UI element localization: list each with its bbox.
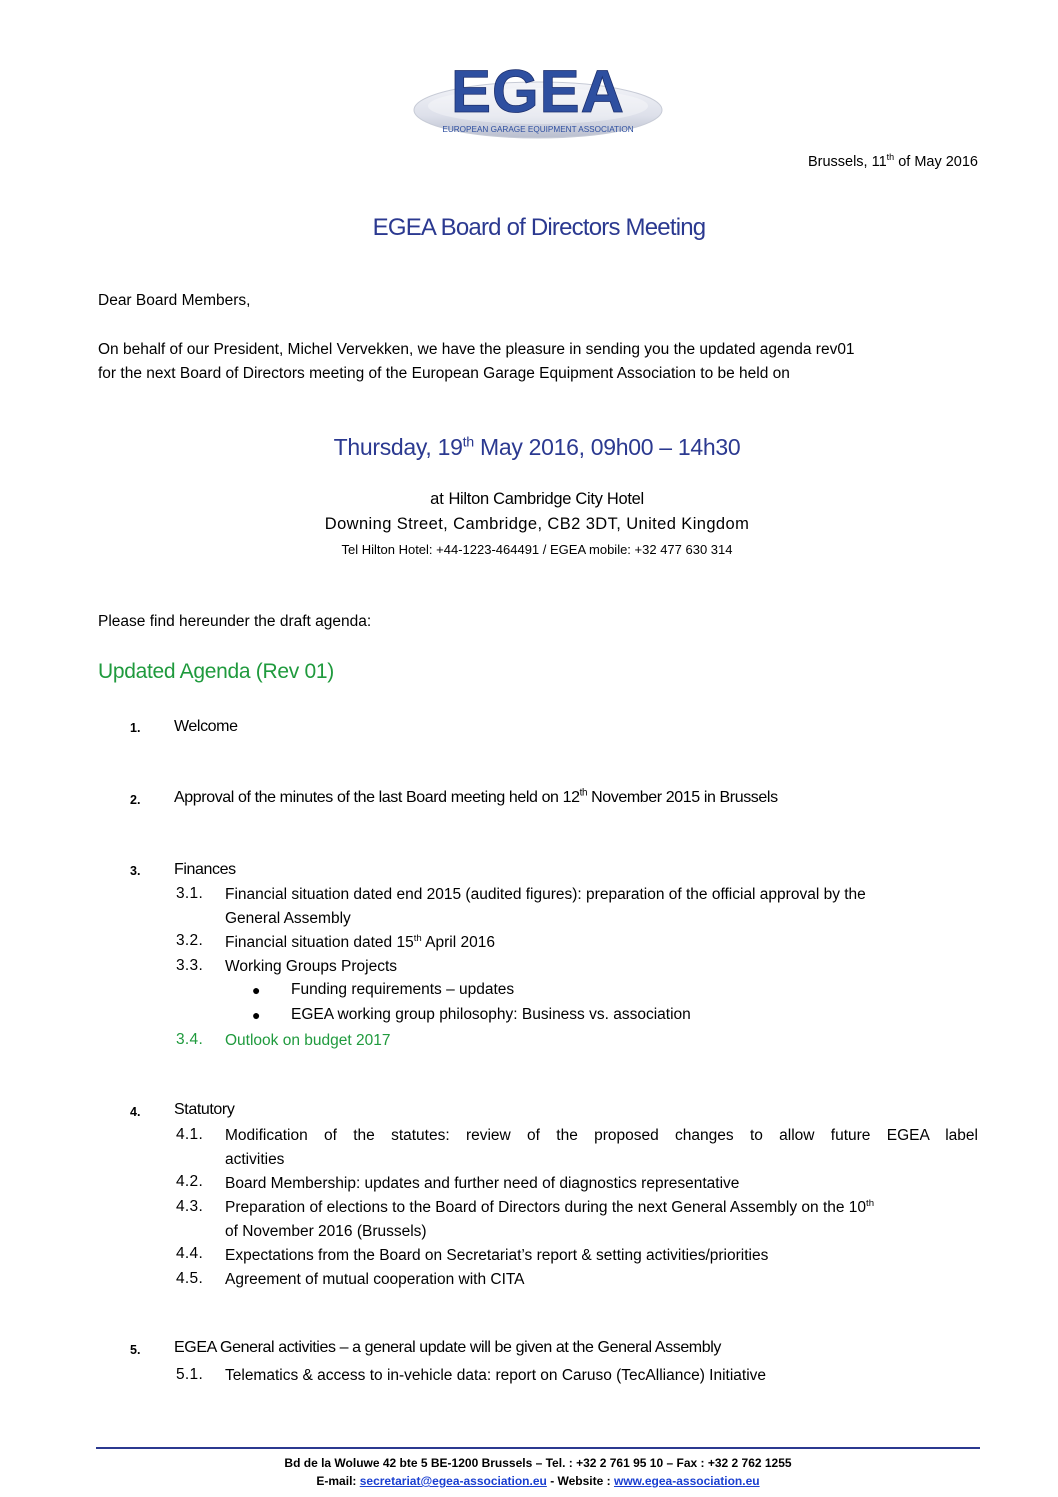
agenda-num-5: 5. <box>130 1343 141 1357</box>
subitem-num-3-4: 3.4. <box>176 1031 204 1048</box>
salutation: Dear Board Members, <box>98 292 251 309</box>
subitem-4-3-line-2: of November 2016 (Brussels) <box>225 1223 427 1240</box>
subitem-num-4-3: 4.3. <box>176 1198 204 1215</box>
agenda-num-2: 2. <box>130 793 141 807</box>
subitem-4-5: Agreement of mutual cooperation with CITA <box>225 1271 525 1288</box>
subitem-4-1-line-1: Modification of the statutes: review of the proposed changes to allow future EGEA label <box>225 1127 978 1144</box>
subitem-num-3-2: 3.2. <box>176 932 204 949</box>
subitem-3-2: Financial situation dated 15th April 2016 <box>225 932 495 951</box>
footer-contact: E-mail: secretariat@egea-association.eu - Website : www.egea-association.eu <box>316 1474 760 1488</box>
subitem-num-4-5: 4.5. <box>176 1270 204 1287</box>
agenda-item-5: EGEA General activities – a general update will be given at the General Assembly <box>174 1339 721 1356</box>
subitem-num-5-1: 5.1. <box>176 1366 204 1383</box>
egea-logo <box>412 52 664 140</box>
subitem-num-4-1: 4.1. <box>176 1126 204 1143</box>
letter-date: Brussels, 11th of May 2016 <box>807 152 978 170</box>
intro-line-1: On behalf of our President, Michel Vervekken, we have the pleasure in sending you the updated agenda rev01 <box>98 341 855 358</box>
subitem-4-2: Board Membership: updates and further need of diagnostics representative <box>225 1175 740 1192</box>
agenda-num-3: 3. <box>130 864 141 878</box>
agenda-item-3: Finances <box>174 861 236 878</box>
subitem-num-3-3: 3.3. <box>176 957 204 974</box>
bullet-icon: ● <box>252 982 261 998</box>
agenda-item-1: Welcome <box>174 718 238 735</box>
agenda-num-1: 1. <box>130 721 141 735</box>
website-link[interactable]: www.egea-association.eu <box>613 1474 760 1488</box>
subitem-4-3-line-1: Preparation of elections to the Board of Directors during the next General Assembly on the 10th <box>225 1197 875 1216</box>
subitem-num-4-4: 4.4. <box>176 1245 204 1262</box>
subitem-3-1-line-2: General Assembly <box>225 910 351 927</box>
svg-text:EUROPEAN GARAGE EQUIPMENT ASSO: EUROPEAN GARAGE EQUIPMENT ASSOCIATION <box>442 125 634 134</box>
subitem-3-3: Working Groups Projects <box>225 958 397 975</box>
meeting-phones: Tel Hilton Hotel: +44-1223-464491 / EGEA mobile: +32 477 630 314 <box>341 542 733 557</box>
subitem-num-3-1: 3.1. <box>176 885 204 902</box>
subitem-4-4: Expectations from the Board on Secretariat’s report & setting activities/priorities <box>225 1247 769 1264</box>
bullet-icon: ● <box>252 1007 261 1023</box>
meeting-venue: at Hilton Cambridge City Hotel <box>430 490 644 508</box>
page-title: EGEA Board of Directors Meeting <box>372 214 706 241</box>
agenda-item-2: Approval of the minutes of the last Board meeting held on 12th November 2015 in Brussels <box>174 787 778 806</box>
meeting-address: Downing Street, Cambridge, CB2 3DT, United Kingdom <box>324 515 750 533</box>
subitem-5-1: Telematics & access to in-vehicle data: report on Caruso (TecAlliance) Initiative <box>225 1367 767 1384</box>
subitem-3-4: Outlook on budget 2017 <box>225 1032 391 1049</box>
meeting-date: Thursday, 19th May 2016, 09h00 – 14h30 <box>333 434 741 460</box>
bullet-item-1: Funding requirements – updates <box>291 981 515 998</box>
agenda-item-4: Statutory <box>174 1101 235 1118</box>
subitem-num-4-2: 4.2. <box>176 1173 204 1190</box>
email-link[interactable]: secretariat@egea-association.eu <box>359 1474 547 1488</box>
agenda-title: Updated Agenda (Rev 01) <box>98 660 334 683</box>
bullet-item-2: EGEA working group philosophy: Business vs. association <box>291 1006 691 1023</box>
subitem-3-1-line-1: Financial situation dated end 2015 (audited figures): preparation of the official approval by the <box>225 886 866 903</box>
agenda-num-4: 4. <box>130 1105 141 1119</box>
svg-text:EGEA: EGEA <box>450 58 626 125</box>
footer-divider <box>96 1447 980 1449</box>
intro-line-2: for the next Board of Directors meeting of the European Garage Equipment Association to be held on <box>98 365 790 382</box>
subitem-4-1-line-2: activities <box>225 1151 285 1168</box>
draft-intro: Please find hereunder the draft agenda: <box>98 613 372 630</box>
footer-address: Bd de la Woluwe 42 bte 5 BE-1200 Brussels – Tel. : +32 2 761 95 10 – Fax : +32 2 762 1255 <box>284 1456 792 1470</box>
